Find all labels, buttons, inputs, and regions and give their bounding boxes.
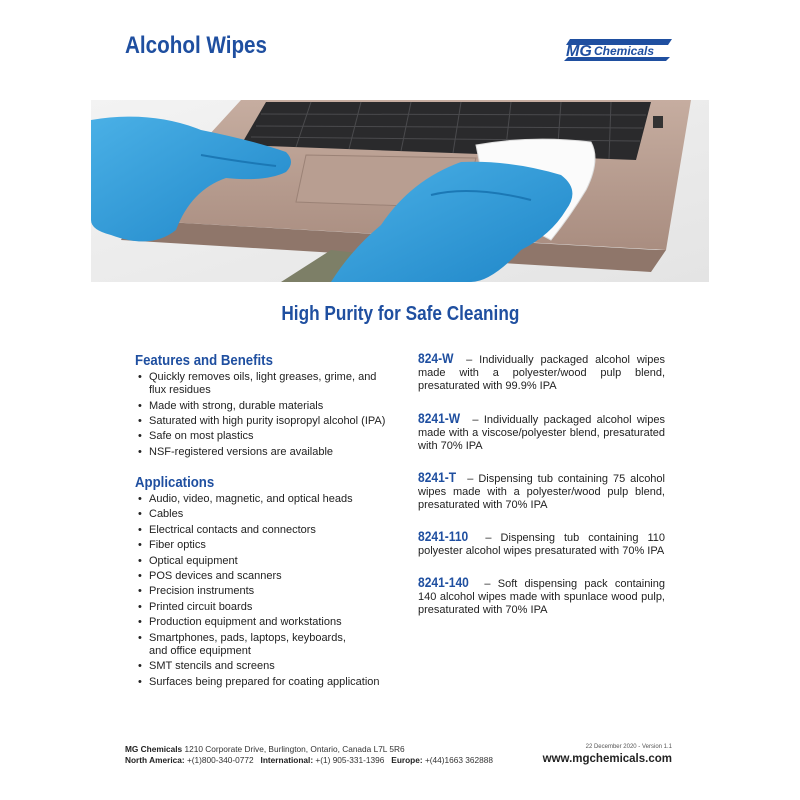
product-description: – Dispensing tub containing 75 alcohol wipes made with a polyester/wood pulp blend, presaturated with 70% IPA [418, 473, 665, 512]
list-item: • POS devices and scanners [136, 570, 386, 583]
footer-address: 1210 Corporate Drive, Burlington, Ontario, Canada L7L 5R6 [182, 744, 405, 754]
features-list [136, 371, 386, 461]
applications-list [136, 493, 386, 691]
product-code: 824-W [418, 350, 454, 366]
product-description: – Dispensing tub containing 110 polyester alcohol wipes presaturated with 70% IPA [418, 532, 665, 558]
footer-website-link[interactable]: www.mgchemicals.com [542, 753, 672, 765]
footer-address-line [125, 744, 493, 755]
footer-intl-phone: +(1) 905-331-1396 [313, 755, 385, 765]
product-code: 8241-110 [418, 528, 469, 544]
footer-phone-line [125, 755, 493, 766]
list-item: • Made with strong, durable materials [136, 400, 386, 413]
footer-na-phone: +(1)800-340-0772 [184, 755, 254, 765]
features-heading: Features and Benefits [135, 352, 273, 369]
list-item: • NSF-registered versions are available [136, 446, 386, 459]
product-8241-t [418, 471, 665, 513]
product-824-w [418, 352, 665, 394]
applications-heading: Applications [135, 474, 215, 491]
section-subtitle [0, 303, 800, 326]
product-description: – Soft dispensing pack containing 140 alcohol wipes made with spunlace wood pulp, presaturated with 70% IPA [418, 578, 665, 617]
hero-photo [91, 100, 709, 282]
product-8241-110 [418, 530, 665, 558]
product-8241-140 [418, 576, 665, 618]
list-item: • Quickly removes oils, light greases, grime, and flux residues [136, 371, 386, 397]
product-8241-w [418, 412, 665, 454]
list-item: • Safe on most plastics [136, 430, 386, 443]
product-description: – Individually packaged alcohol wipes made with a viscose/polyester blend, presaturated with 70% IPA [418, 414, 665, 453]
list-item: • Audio, video, magnetic, and optical heads [136, 493, 386, 506]
list-item: • SMT stencils and screens [136, 660, 386, 673]
list-item: • Production equipment and workstations [136, 616, 386, 629]
footer-eu-label: Europe: [391, 755, 423, 765]
svg-text:Chemicals: Chemicals [594, 44, 655, 58]
svg-text:MG: MG [566, 43, 592, 60]
product-code: 8241-T [418, 469, 457, 485]
footer-date-version: 22 December 2020 - Version 1.1 [585, 744, 672, 750]
footer-company: MG Chemicals [125, 744, 183, 754]
product-code: 8241-W [418, 410, 461, 426]
list-item: • Cables [136, 508, 386, 521]
product-code: 8241-140 [418, 574, 469, 590]
page-title: Alcohol Wipes [125, 32, 268, 59]
footer-na-label: North America: [125, 755, 185, 765]
list-item: • Saturated with high purity isopropyl alcohol (IPA) [136, 415, 386, 428]
list-item: • Optical equipment [136, 555, 386, 568]
footer-eu-phone: +(44)1663 362888 [422, 755, 493, 765]
list-item: • Precision instruments [136, 585, 386, 598]
subtitle-text: High Purity for Safe Cleaning [281, 303, 519, 325]
list-item: • Surfaces being prepared for coating application [136, 676, 386, 689]
list-item: • Printed circuit boards [136, 601, 386, 614]
footer-intl-label: International: [260, 755, 314, 765]
list-item: • Fiber optics [136, 539, 386, 552]
list-item: • Smartphones, pads, laptops, keyboards, and office equipment [136, 632, 354, 658]
product-description: – Individually packaged alcohol wipes made with a polyester/wood pulp blend, presaturated with 99.9% IPA [418, 354, 665, 393]
list-item: • Electrical contacts and connectors [136, 524, 386, 537]
mg-chemicals-logo [564, 34, 676, 64]
footer-contact [125, 744, 493, 766]
